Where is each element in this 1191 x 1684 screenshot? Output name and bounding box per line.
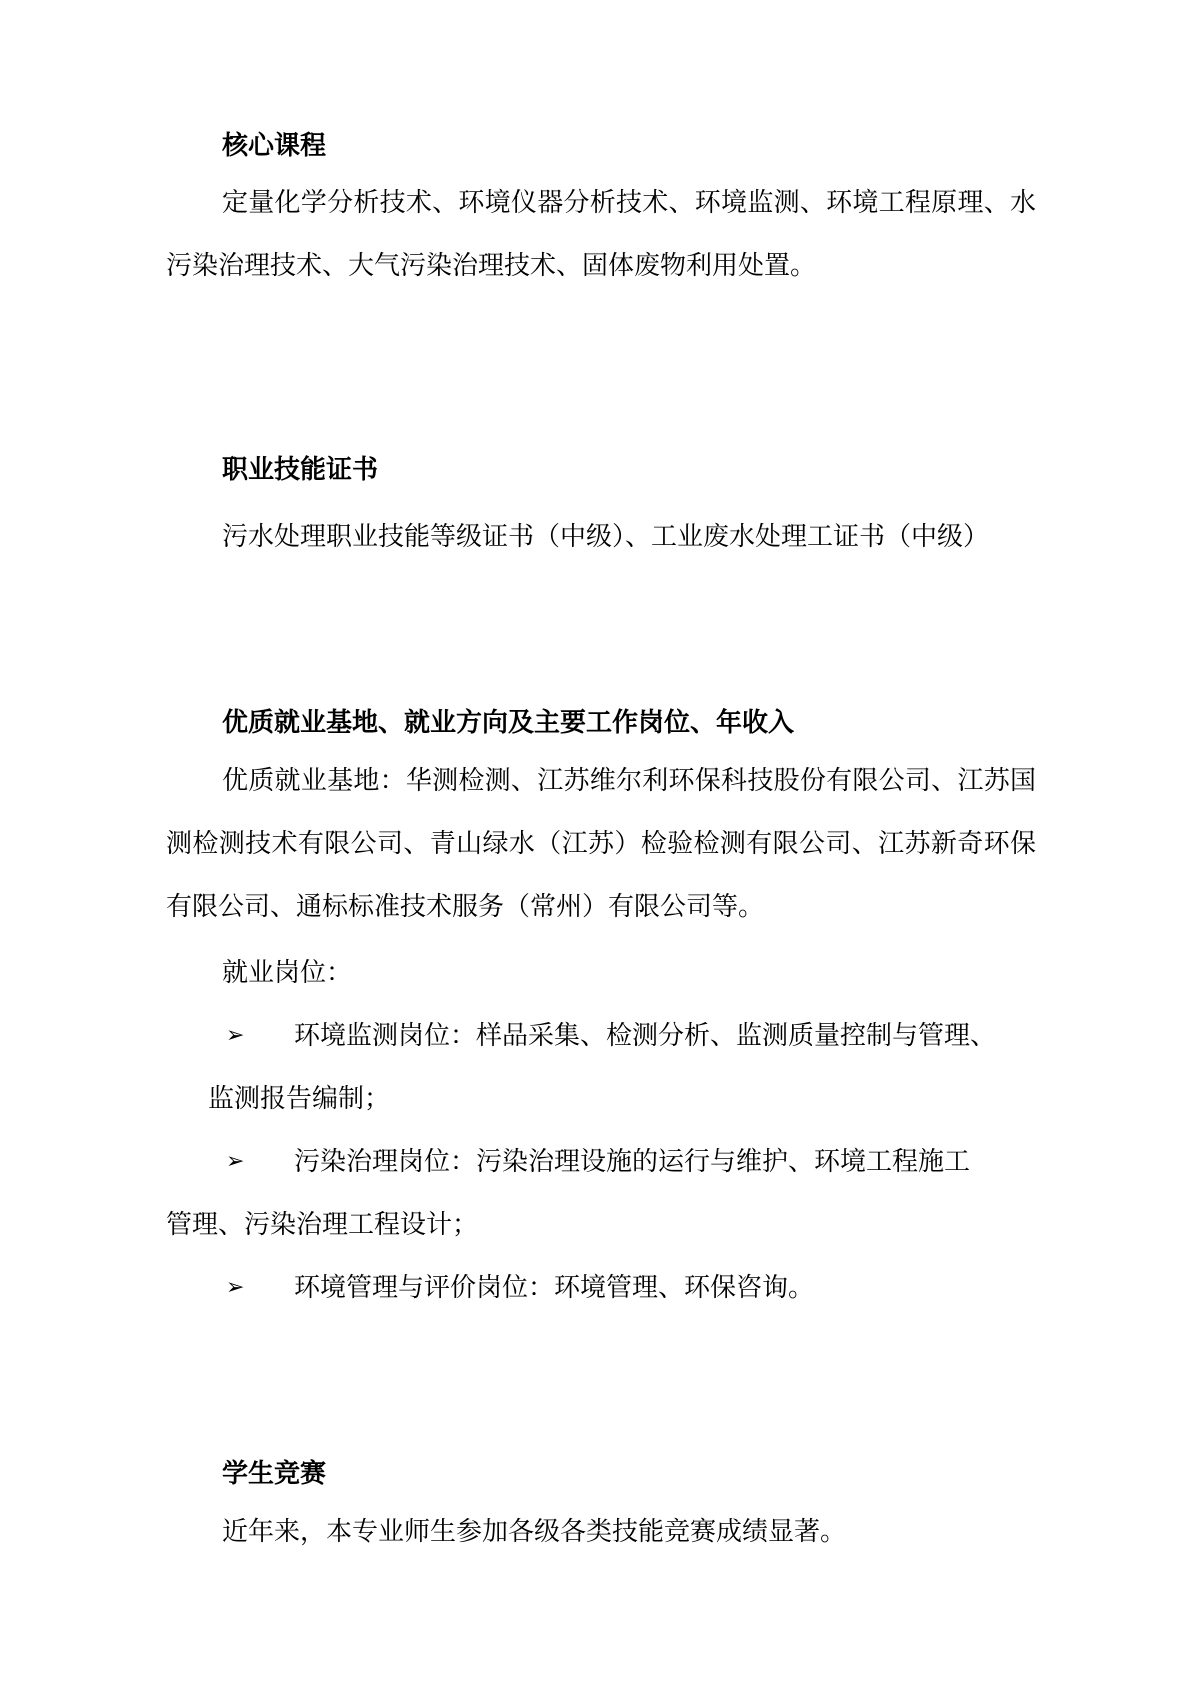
- certificates-heading: 职业技能证书: [222, 455, 379, 485]
- list-item-text: 环境监测岗位：样品采集、检测分析、监测质量控制与管理、: [294, 1021, 997, 1051]
- competitions-heading: 学生竞赛: [222, 1459, 327, 1489]
- employment-heading: 优质就业基地、就业方向及主要工作岗位、年收入: [222, 708, 795, 738]
- competitions-body: 近年来，本专业师生参加各级各类技能竞赛成绩显著。: [222, 1517, 847, 1547]
- arrow-bullet-icon: ➢: [226, 1275, 245, 1300]
- certificates-body: 污水处理职业技能等级证书（中级）、工业废水处理工证书（中级）: [222, 522, 990, 552]
- core-courses-body: 定量化学分析技术、环境仪器分析技术、环境监测、环境工程原理、水污染治理技术、大气污染治理技术、固体废物利用处置。: [166, 188, 1036, 281]
- employment-bases: 优质就业基地：华测检测、江苏维尔利环保科技股份有限公司、江苏国测检测技术有限公司、青山绿水（江苏）检验检测有限公司、江苏新奇环保有限公司、通标标准技术服务（常州）有限公司等。: [166, 766, 1036, 922]
- arrow-bullet-icon: ➢: [226, 1149, 245, 1174]
- list-item-continuation: 管理、污染治理工程设计；: [166, 1210, 479, 1240]
- list-item-continuation: 监测报告编制；: [208, 1084, 391, 1114]
- arrow-bullet-icon: ➢: [226, 1023, 245, 1048]
- core-courses-heading: 核心课程: [222, 131, 327, 161]
- list-item-text: 污染治理岗位：污染治理设施的运行与维护、环境工程施工: [294, 1147, 971, 1177]
- positions-label: 就业岗位：: [222, 958, 353, 988]
- list-item-text: 环境管理与评价岗位：环境管理、环保咨询。: [294, 1273, 815, 1303]
